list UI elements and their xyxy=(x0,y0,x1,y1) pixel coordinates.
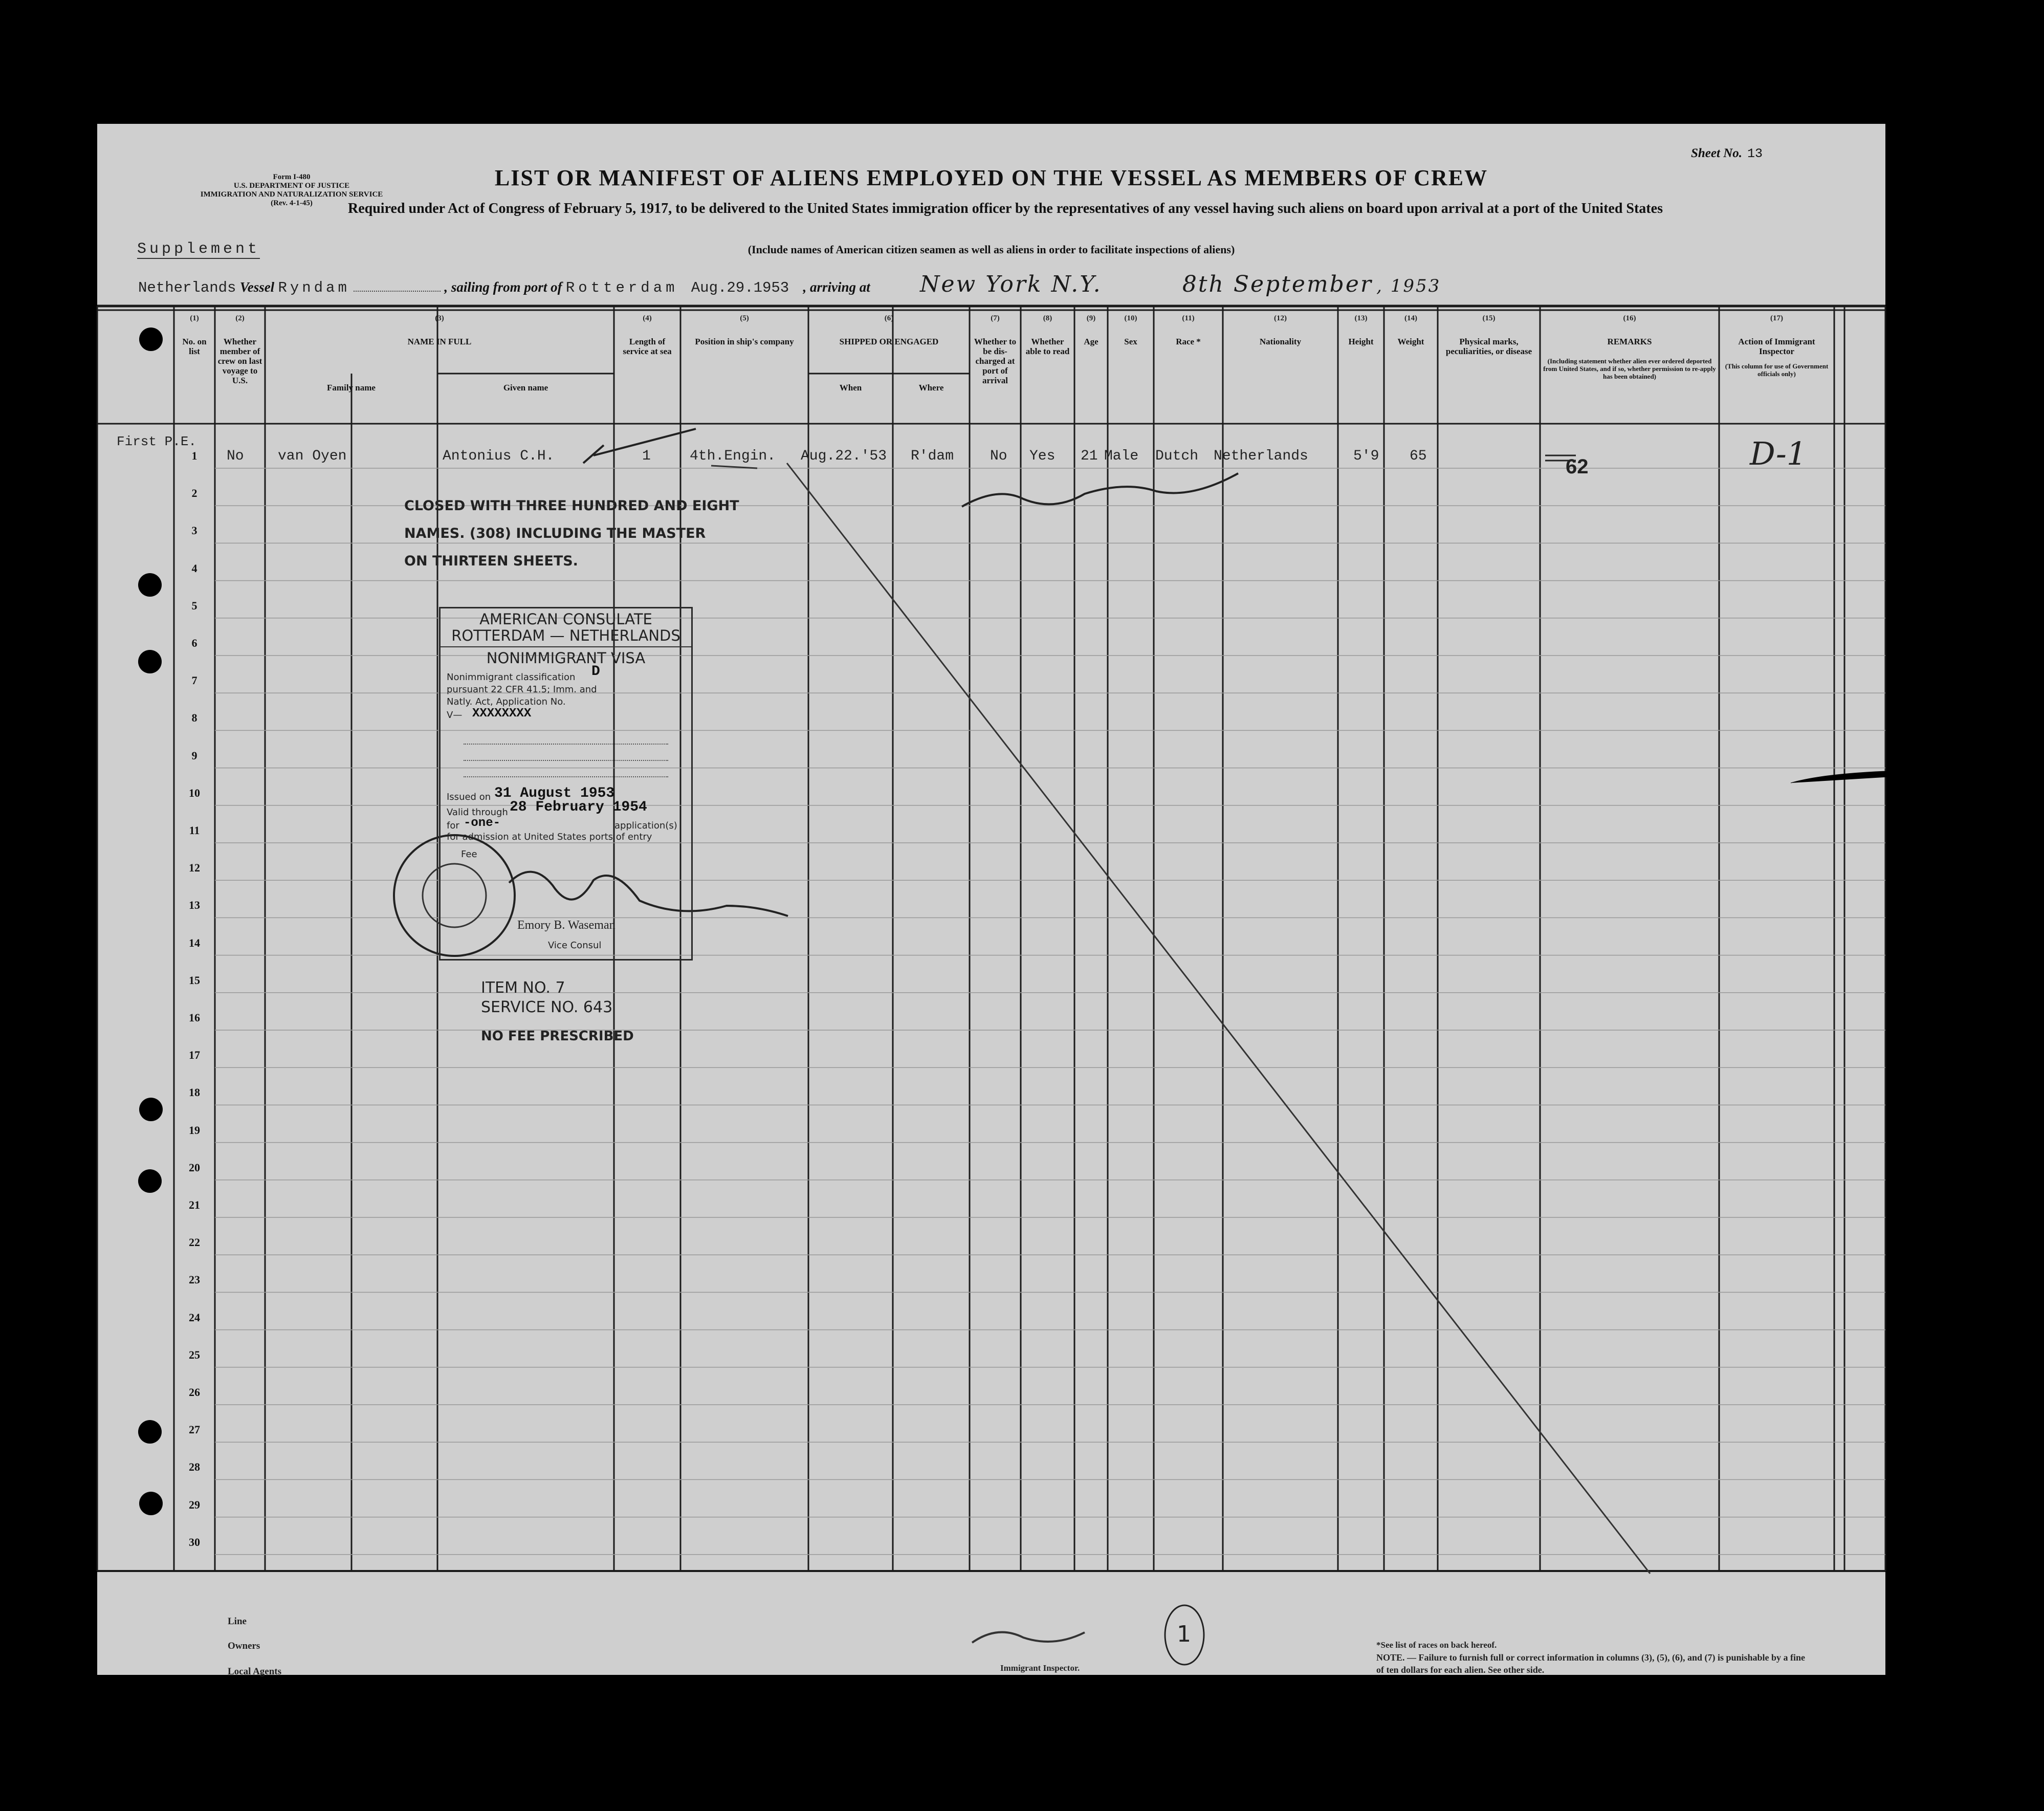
entry-family-name: van Oyen xyxy=(278,448,347,464)
column-number: (9) xyxy=(1086,314,1096,322)
column-number: (2) xyxy=(235,314,245,322)
column-number: (11) xyxy=(1182,314,1195,322)
column-number: (13) xyxy=(1354,314,1368,322)
closing-stamp: CLOSED WITH THREE HUNDRED AND EIGHT NAMES. (308) INCLUDING THE MASTER ON THIRTEEN SHEETS. xyxy=(404,498,739,569)
sailing-date: Aug.29.1953 xyxy=(691,279,789,296)
entry-race: Dutch xyxy=(1155,448,1199,464)
footer-note: NOTE. — Failure to furnish full or correct information in columns (3), (5), (6), and (7) is punishable by a fine of ten dollars for each alien. See other side. xyxy=(1376,1652,1806,1675)
footer-races-note: *See list of races on back hereof. xyxy=(1376,1640,1497,1650)
punch-hole xyxy=(138,573,162,597)
column-header: Whether able to read xyxy=(1025,337,1070,356)
punch-hole xyxy=(139,1492,163,1515)
column-number: (12) xyxy=(1274,314,1287,322)
entry-weight: 65 xyxy=(1410,448,1427,464)
row-number: 30 xyxy=(189,1535,200,1548)
entry-length-of-service: 1 xyxy=(642,448,651,464)
arrival-year: , 1953 xyxy=(1376,276,1441,296)
column-number: (15) xyxy=(1482,314,1496,322)
footer-owners-label: Owners xyxy=(228,1641,260,1651)
row-number: 27 xyxy=(189,1423,200,1436)
punch-hole xyxy=(139,1098,163,1121)
service-stamp: ITEM NO. 7 SERVICE NO. 643 NO FEE PRESCRIBED xyxy=(481,979,634,1044)
punch-hole xyxy=(138,650,162,673)
footer-line-label: Line xyxy=(228,1616,247,1627)
column-header: Sex xyxy=(1124,337,1137,346)
column-header: Age xyxy=(1084,337,1098,346)
punch-hole xyxy=(138,1420,162,1444)
row-number: 29 xyxy=(189,1498,200,1511)
form-requirement: Required under Act of Congress of February 5, 1917, to be delivered to the United States immigration officer by the representatives of any vessel having such aliens on board upon arrival at a port of the United States xyxy=(348,201,1663,216)
sheet-number: Sheet No. 13 xyxy=(1691,146,1763,161)
column-header: Whether member of crew on last voyage to U.S. xyxy=(217,337,262,385)
row-number: 20 xyxy=(189,1161,200,1174)
supplement-label: Supplement xyxy=(137,241,260,258)
cancellation-line xyxy=(787,463,1650,1574)
row-number: 15 xyxy=(189,973,200,987)
margin-note: First P.E. xyxy=(117,434,197,449)
row-number: 3 xyxy=(191,524,197,537)
row-number: 24 xyxy=(189,1311,200,1324)
inspector-signature xyxy=(962,473,1238,507)
column-number: (3) xyxy=(435,314,444,322)
entry-discharged: No xyxy=(990,448,1007,464)
column-number: (1) xyxy=(190,314,199,322)
row-number: 16 xyxy=(189,1011,200,1024)
column-number: (6) xyxy=(884,314,894,322)
entry-given-name: Antonius C.H. xyxy=(443,448,555,464)
row-number: 26 xyxy=(189,1386,200,1399)
form-title: LIST OR MANIFEST OF ALIENS EMPLOYED ON THE VESSEL AS MEMBERS OF CREW xyxy=(494,165,1488,190)
check-mark xyxy=(583,429,696,463)
entry-action: D-1 xyxy=(1750,435,1807,472)
entry-position: 4th.Engin. xyxy=(690,448,776,464)
column-header: Action of Immigrant Inspector xyxy=(1738,337,1815,356)
row-number: 8 xyxy=(191,711,197,725)
column-number: (8) xyxy=(1043,314,1052,322)
column-number: (16) xyxy=(1623,314,1636,322)
entry-age: 21 xyxy=(1081,448,1098,464)
row-number: 22 xyxy=(189,1236,200,1249)
column-number: (17) xyxy=(1770,314,1783,322)
row-number: 12 xyxy=(189,861,200,875)
footer-inspector-label: Immigrant Inspector. xyxy=(1000,1663,1080,1673)
row-number: 23 xyxy=(189,1273,200,1286)
column-header: (Including statement whether alien ever ordered deported from United States, and if so, whether permission to re-apply has been obtained) xyxy=(1543,357,1716,380)
row-number: 25 xyxy=(189,1348,200,1361)
row-number: 18 xyxy=(189,1086,200,1099)
column-header: Whether to be dis-charged at port of arrival xyxy=(974,337,1017,385)
arrival-port: New York N.Y. xyxy=(920,271,1102,297)
entry-shipped-when: Aug.22.'53 xyxy=(801,448,887,464)
column-header: Length of service at sea xyxy=(623,337,672,356)
row-number: 9 xyxy=(191,749,197,762)
row-number: 2 xyxy=(191,487,197,500)
column-number: (7) xyxy=(991,314,1000,322)
row-number: 11 xyxy=(189,824,200,837)
row-number: 17 xyxy=(189,1049,200,1062)
column-header: When xyxy=(839,383,862,392)
entry-nationality: Netherlands xyxy=(1214,448,1308,464)
entry-last-voyage: No xyxy=(227,448,244,464)
vessel-flag: Netherlands xyxy=(138,279,236,296)
footer-local-agents-label: Local Agents xyxy=(228,1666,282,1677)
column-header: Race * xyxy=(1176,337,1201,346)
column-header: NAME IN FULL xyxy=(407,337,472,346)
row-number: 7 xyxy=(191,674,197,687)
footer-inspector-signature xyxy=(972,1632,1085,1643)
row-number: 5 xyxy=(191,599,197,612)
row-number: 1 xyxy=(191,449,197,462)
column-header: Position in ship's company xyxy=(695,337,794,346)
entry-shipped-where: R'dam xyxy=(911,448,954,464)
row-number: 13 xyxy=(189,899,200,912)
row-number: 4 xyxy=(191,561,197,575)
column-header: (This column for use of Government officials only) xyxy=(1725,362,1829,378)
column-number: (5) xyxy=(740,314,749,322)
footer-circled-value: 1 xyxy=(1177,1621,1191,1647)
column-header: SHIPPED OR ENGAGED xyxy=(839,337,939,346)
entry-height: 5'9 xyxy=(1353,448,1379,464)
column-header: Nationality xyxy=(1259,337,1302,346)
punch-hole xyxy=(138,1169,162,1193)
column-header: Where xyxy=(918,383,944,392)
visa-stamp: AMERICAN CONSULATE ROTTERDAM — NETHERLANDS NONIMMIGRANT VISA D Nonimmigrant classification pursuant 22 CFR 41.5; Imm. and Natly. Act, Application No. V— XXXXXXXX Issued on 31 August 1953 Valid through 28 February 1954 for -one- application(s) for admission at United States ports of entry Fee Emory B. Waseman Vice Consul xyxy=(439,607,693,961)
entry-remarks: 62 xyxy=(1566,455,1589,478)
punch-hole xyxy=(139,328,163,351)
column-header: REMARKS xyxy=(1607,337,1652,346)
arrival-date: 8th September xyxy=(1182,271,1373,297)
column-number: (14) xyxy=(1404,314,1417,322)
row-number: 19 xyxy=(189,1123,200,1137)
column-header: Height xyxy=(1348,337,1374,346)
entry-sex: Male xyxy=(1104,448,1139,464)
row-number: 14 xyxy=(189,936,200,949)
row-number: 28 xyxy=(189,1460,200,1474)
column-header: Weight xyxy=(1397,337,1424,346)
column-number: (10) xyxy=(1124,314,1137,322)
row-number: 10 xyxy=(189,786,200,799)
sailing-port: Rotterdam xyxy=(565,279,678,296)
form-identifier: Form I-480 U.S. DEPARTMENT OF JUSTICE IMMIGRATION AND NATURALIZATION SERVICE (Rev. 4-1-45) xyxy=(200,173,383,207)
column-number: (4) xyxy=(643,314,652,322)
column-header: Given name xyxy=(503,383,548,392)
column-header: Family name xyxy=(327,383,376,392)
include-note: (Include names of American citizen seamen as well as aliens in order to facilitate inspections of aliens) xyxy=(748,243,1235,256)
vessel-name: Ryndam xyxy=(278,279,350,296)
entry-able-to-read: Yes xyxy=(1029,448,1056,464)
row-number: 21 xyxy=(189,1198,200,1211)
row-number: 6 xyxy=(191,637,197,649)
vessel-line: Netherlands Vessel Ryndam , sailing from port of Rotterdam Aug.29.1953 , arriving at New York N.Y. 8th September , 1953 xyxy=(138,271,1441,297)
column-header: Physical marks, peculiarities, or disease xyxy=(1445,337,1532,356)
column-header: No. on list xyxy=(182,337,207,356)
